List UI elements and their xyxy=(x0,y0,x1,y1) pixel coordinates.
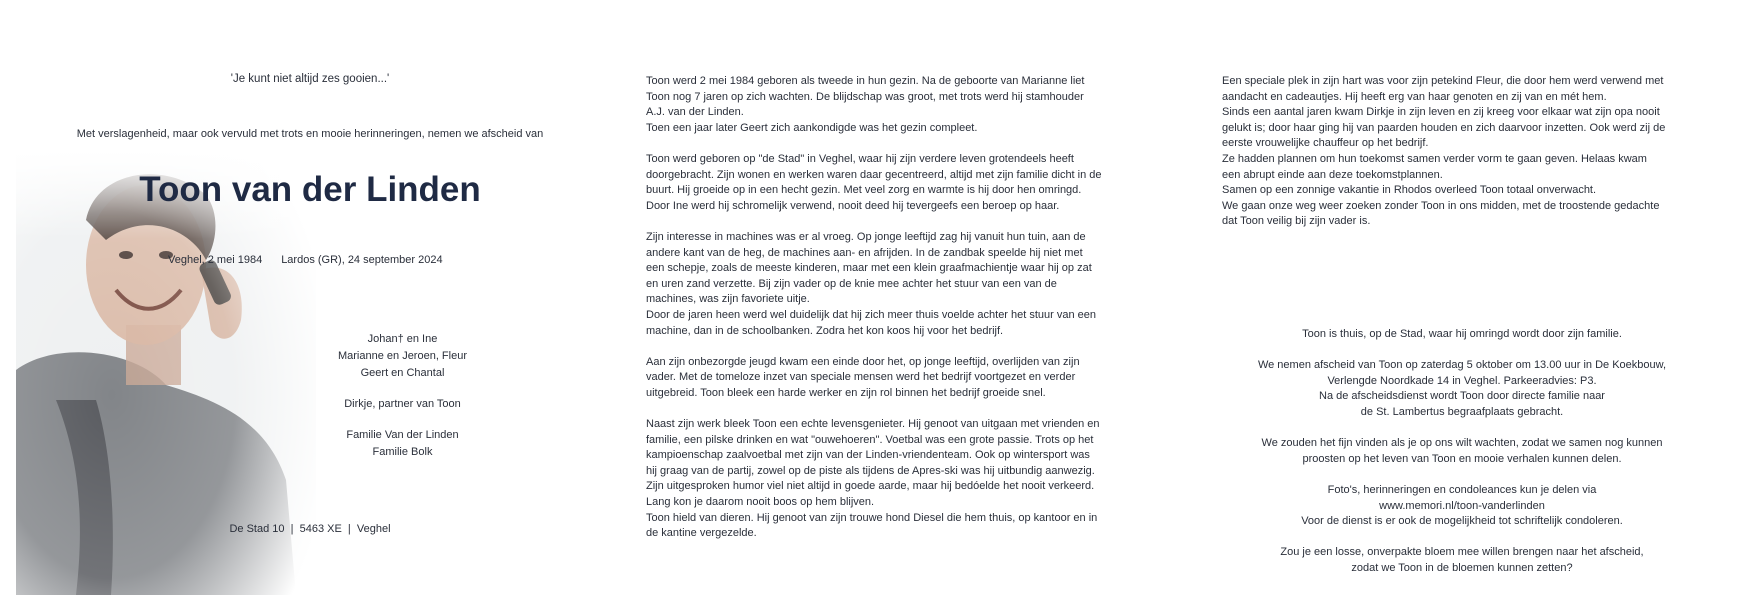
text-line: Toon hield van dieren. Hij genoot van zijn trouwe hond Diesel die hem thuis, op kantoor en in xyxy=(646,511,1098,524)
intro-text: Met verslagenheid, maar ook vervuld met trots en mooie herinneringen, nemen we afscheid van xyxy=(76,128,544,140)
text-line: Zou je een losse, onverpakte bloem mee willen brengen naar het afscheid, xyxy=(1280,546,1644,559)
text-line: Een speciale plek in zijn hart was voor zijn petekind Fleur, die door hem werd verwend met xyxy=(1222,75,1664,87)
family-line: Marianne en Jeroen, Fleur xyxy=(337,350,467,362)
family-list xyxy=(300,331,505,475)
text-line: gelukt is; door haar ging hij van paarden houden en zich daarvoor inzetten. Ook werd zij de xyxy=(1222,121,1666,134)
text-line: Toon werd geboren op "de Stad" in Veghel, waar hij zijn verdere leven grotendeels heeft xyxy=(646,152,1074,165)
deceased-name: Toon van der Linden xyxy=(139,170,481,209)
text-line: We nemen afscheid van Toon op zaterdag 5 oktober om 13.00 uur in De Koekbouw, xyxy=(1257,359,1667,372)
info-paragraph xyxy=(1222,358,1702,420)
text-line: en uren zand verzette. Bij zijn vader op de knie mee achter het stuur van een van de xyxy=(646,277,1057,290)
biography-paragraph xyxy=(646,230,1136,339)
family-group-3 xyxy=(300,427,505,461)
family-line: Geert en Chantal xyxy=(360,367,445,379)
text-line: Door de jaren heen werd wel duidelijk dat hij zich meer thuis voelde achter het stuur van een xyxy=(646,308,1097,321)
text-line: Samen op een zonnige vakantie in Rhodos overleed Toon totaal onverwacht. xyxy=(1222,184,1597,197)
text-line: een abrupt einde aan deze toekomstplannen. xyxy=(1222,168,1443,181)
info-paragraph xyxy=(1222,436,1702,467)
text-line: Toen een jaar later Geert zich aankondigde was het gezin compleet. xyxy=(646,121,978,134)
text-line: Na de afscheidsdienst wordt Toon door directe familie naar xyxy=(1319,390,1605,403)
info-paragraph xyxy=(1222,545,1702,576)
text-line: buurt. Hij groeide op in een hecht gezin. Met veel zorg en warmte is hij door hen omringd. xyxy=(646,184,1082,197)
text-line: de St. Lambertus begraafplaats gebracht. xyxy=(1360,405,1564,418)
biography-paragraph xyxy=(646,74,1136,136)
text-line: zodat we Toon in de bloemen kunnen zetten? xyxy=(1351,561,1573,574)
text-line: hij graag van de partij, zowel op de piste als tijdens de Apres-ski was hij uitbundig aanwezig. xyxy=(646,464,1095,477)
info-paragraph xyxy=(1222,483,1702,530)
family-line: Familie Van der Linden xyxy=(346,429,459,441)
life-dates xyxy=(168,254,462,266)
text-line: Naast zijn werk bleek Toon een echte levensgenieter. Hij genoot van uitgaan met vrienden en xyxy=(646,418,1100,431)
biography-column xyxy=(646,74,1136,557)
text-line: Toon werd 2 mei 1984 geboren als tweede in hun gezin. Na de geboorte van Marianne liet xyxy=(646,75,1085,87)
text-line: andere kant van de heg, de machines aan- en afrijden. In de zandbak speelde hij niet met xyxy=(646,246,1083,259)
text-line: Zijn interesse in machines was er al vroeg. Op jonge leeftijd zag hij vanuit hun tuin, aan de xyxy=(646,230,1086,243)
text-line: machine, dan in de schoolbanken. Zodra het kon koos hij voor het bedrijf. xyxy=(646,324,1004,337)
text-line: Sinds een aantal jaren kwam Dirkje in zijn leven en zij kreeg voor elkaar wat zijn opa nooit xyxy=(1222,106,1660,119)
text-line: We zouden het fijn vinden als je op ons wilt wachten, zodat we samen nog kunnen xyxy=(1261,437,1663,450)
text-line: familie, een pilske drinken en wat "ouwehoeren". Voetbal was een grote passie. Trots op het xyxy=(646,433,1094,446)
text-line: proosten op het leven van Toon en mooie verhalen kunnen delen. xyxy=(1302,452,1622,465)
text-line: kampioenschap zaalvoetbal met zijn van der Linden-vriendenteam. Ook op wintersport was xyxy=(646,449,1090,462)
biography-paragraph xyxy=(646,417,1136,542)
text-line: vader. Met de tomeloze inzet van speciale mensen werd het bedrijf voortgezet en verder xyxy=(646,371,1076,384)
memori-link[interactable]: www.memori.nl/toon-vanderlinden xyxy=(1379,499,1545,512)
text-line: A.J. van der Linden. xyxy=(646,106,744,119)
text-line: de kantine vergezelde. xyxy=(646,527,757,540)
personal-column xyxy=(1222,74,1702,230)
family-line: Johan† en Ine xyxy=(367,333,438,345)
ceremony-info xyxy=(1222,327,1702,592)
text-line: Door Ine werd hij schromelijk verwend, nooit deed hij tevergeefs een beroep op haar. xyxy=(646,199,1060,212)
text-line: Voor de dienst is er ook de mogelijkheid tot schriftelijk condoleren. xyxy=(1301,515,1623,528)
family-line: Familie Bolk xyxy=(372,446,433,458)
family-group-1 xyxy=(300,331,505,382)
text-line: aandacht en cadeautjes. Hij heeft erg van haar genoten en zij van en mét hem. xyxy=(1222,90,1607,103)
family-group-2 xyxy=(300,396,505,413)
text-line: eerste vrouwelijke chauffeur op het bedrijf. xyxy=(1222,137,1429,150)
text-line: uitgebreid. Toon bleek een harde werker en zijn rol binnen het bedrijf groeide snel. xyxy=(646,386,1046,399)
biography-paragraph xyxy=(646,355,1136,402)
text-line: Lang kon je daarom nooit boos op hem blijven. xyxy=(646,496,875,509)
death-date: Lardos (GR), 24 september 2024 xyxy=(281,254,443,266)
family-line: Dirkje, partner van Toon xyxy=(344,398,461,410)
text-line: Aan zijn onbezorgde jeugd kwam een einde door het, op jonge leeftijd, overlijden van zijn xyxy=(646,355,1080,368)
text-line: machines, was zijn favoriete uitje. xyxy=(646,293,810,306)
personal-paragraph xyxy=(1222,74,1702,230)
info-paragraph xyxy=(1222,327,1702,343)
biography-paragraph xyxy=(646,152,1136,214)
text-line: Toon nog 7 jaren op zich wachten. De blijdschap was groot, met trots werd hij stamhouder xyxy=(646,90,1084,103)
text-line: een schepje, zoals de meeste kinderen, maar met een klein graafmachientje waar hij op zat xyxy=(646,262,1092,275)
quote: 'Je kunt niet altijd zes gooien...' xyxy=(230,73,390,85)
text-line: doorgebracht. Zijn wonen en werken waren daar gecentreerd, altijd met zijn familie dicht in de xyxy=(646,168,1102,181)
text-line: Ze hadden plannen om hun toekomst samen verder vorm te gaan geven. Helaas kwam xyxy=(1222,152,1647,165)
text-line: Toon is thuis, op de Stad, waar hij omringd wordt door zijn familie. xyxy=(1302,328,1622,340)
text-line: dat Toon veilig bij zijn vader is. xyxy=(1222,215,1371,228)
text-line: Foto's, herinneringen en condoleances kun je delen via xyxy=(1327,483,1597,496)
text-line: Zijn uitgesproken humor viel niet altijd in goede aarde, maar hij bedóelde het nooit verkeerd. xyxy=(646,480,1095,493)
text-line: Verlengde Noordkade 14 in Veghel. Parkeeradvies: P3. xyxy=(1327,374,1597,387)
address: De Stad 10 | 5463 XE | Veghel xyxy=(229,523,391,535)
birth-date: Veghel, 2 mei 1984 xyxy=(168,254,263,266)
text-line: We gaan onze weg weer zoeken zonder Toon in ons midden, met de troostende gedachte xyxy=(1222,199,1660,212)
